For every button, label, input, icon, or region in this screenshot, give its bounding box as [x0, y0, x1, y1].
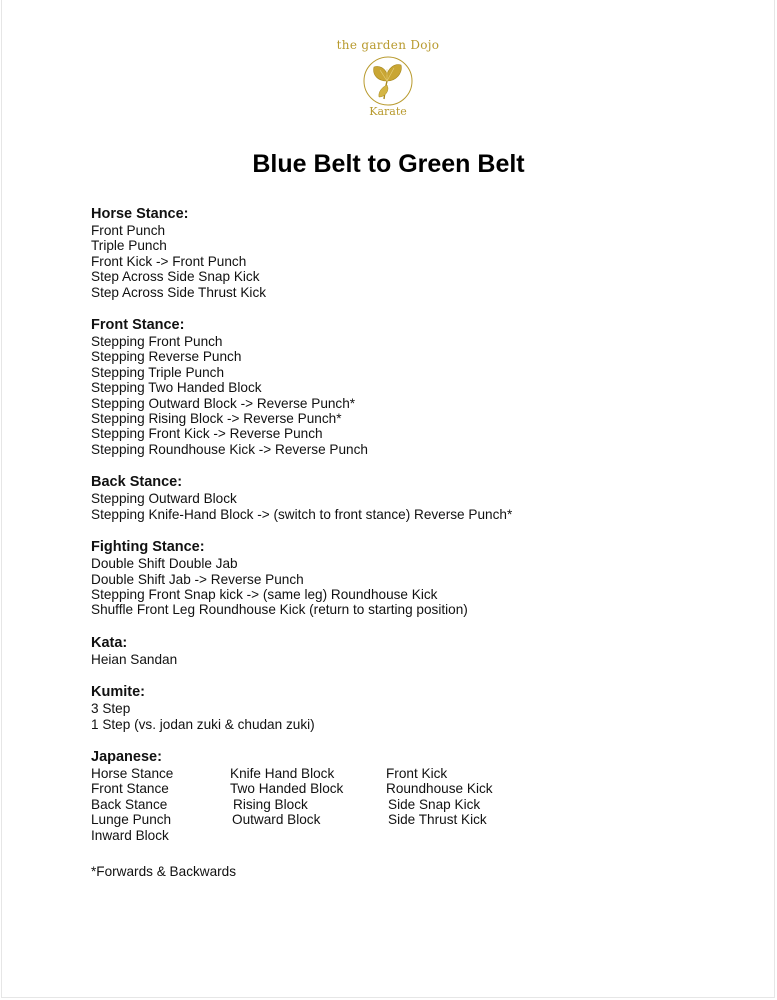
- term: Two Handed Block: [230, 781, 344, 797]
- list-item: Stepping Front Punch: [91, 334, 223, 350]
- list-item: Stepping Front Kick -> Reverse Punch: [91, 426, 323, 442]
- section-front-stance: [91, 317, 731, 457]
- list-item: Stepping Outward Block -> Reverse Punch*: [91, 395, 356, 411]
- list-item: Stepping Reverse Punch: [91, 349, 242, 365]
- requirements-list: [91, 206, 731, 879]
- term: Horse Stance: [91, 765, 174, 781]
- term: Side Snap Kick: [388, 796, 481, 812]
- term: Knife Hand Block: [230, 765, 335, 781]
- section-heading: Front Stance:: [91, 317, 185, 334]
- section-heading: Japanese:: [91, 748, 162, 765]
- dojo-logo: [320, 38, 456, 118]
- list-item: Double Shift Double Jab: [91, 556, 238, 572]
- list-item: Stepping Triple Punch: [91, 364, 225, 380]
- japanese-column-3: [386, 766, 566, 843]
- list-item: Step Across Side Snap Kick: [91, 269, 260, 285]
- japanese-column-1: [91, 766, 230, 843]
- list-item: Stepping Rising Block -> Reverse Punch*: [91, 411, 342, 427]
- logo-bottom-text: Karate: [369, 105, 407, 118]
- list-item: Triple Punch: [91, 238, 167, 254]
- japanese-column-2: [230, 766, 386, 843]
- list-item: Front Kick -> Front Punch: [91, 253, 247, 269]
- section-heading: Kata:: [91, 634, 128, 651]
- logo-top-text: the garden Dojo: [336, 38, 440, 52]
- section-heading: Back Stance:: [91, 474, 183, 491]
- list-item: Stepping Outward Block: [91, 491, 237, 507]
- list-item: Stepping Roundhouse Kick -> Reverse Punch: [91, 441, 368, 457]
- list-item: 3 Step: [91, 701, 131, 717]
- term: Lunge Punch: [91, 812, 172, 828]
- term: Rising Block: [233, 796, 308, 812]
- japanese-terms-grid: [91, 766, 731, 843]
- term: Back Stance: [91, 796, 168, 812]
- list-item: Front Punch: [91, 223, 166, 238]
- section-back-stance: [91, 474, 731, 522]
- term: Front Kick: [386, 765, 448, 781]
- section-japanese: [91, 749, 731, 843]
- page-title: Blue Belt to Green Belt: [252, 150, 525, 178]
- list-item: Stepping Front Snap kick -> (same leg) Roundhouse Kick: [91, 586, 438, 602]
- section-fighting-stance: [91, 539, 731, 618]
- list-item: Step Across Side Thrust Kick: [91, 284, 267, 300]
- section-heading: Kumite:: [91, 684, 145, 701]
- term: Side Thrust Kick: [388, 812, 487, 828]
- ginkgo-leaf-icon: [362, 55, 414, 107]
- list-item: Stepping Two Handed Block: [91, 380, 262, 396]
- term: Front Stance: [91, 781, 169, 797]
- list-item: 1 Step (vs. jodan zuki & chudan zuki): [91, 716, 315, 732]
- list-item: Shuffle Front Leg Roundhouse Kick (return to starting position): [91, 602, 468, 618]
- term: Outward Block: [232, 812, 321, 828]
- section-kumite: [91, 684, 731, 732]
- section-heading: Fighting Stance:: [91, 539, 205, 556]
- term: Roundhouse Kick: [386, 781, 493, 797]
- section-kata: [91, 635, 731, 667]
- list-item: Stepping Knife-Hand Block -> (switch to front stance) Reverse Punch*: [91, 506, 513, 522]
- footnote: *Forwards & Backwards: [91, 863, 237, 879]
- section-horse-stance: [91, 206, 731, 300]
- list-item: Double Shift Jab -> Reverse Punch: [91, 571, 304, 587]
- term: Inward Block: [91, 827, 169, 843]
- list-item: Heian Sandan: [91, 651, 178, 667]
- section-heading: Horse Stance:: [91, 206, 189, 222]
